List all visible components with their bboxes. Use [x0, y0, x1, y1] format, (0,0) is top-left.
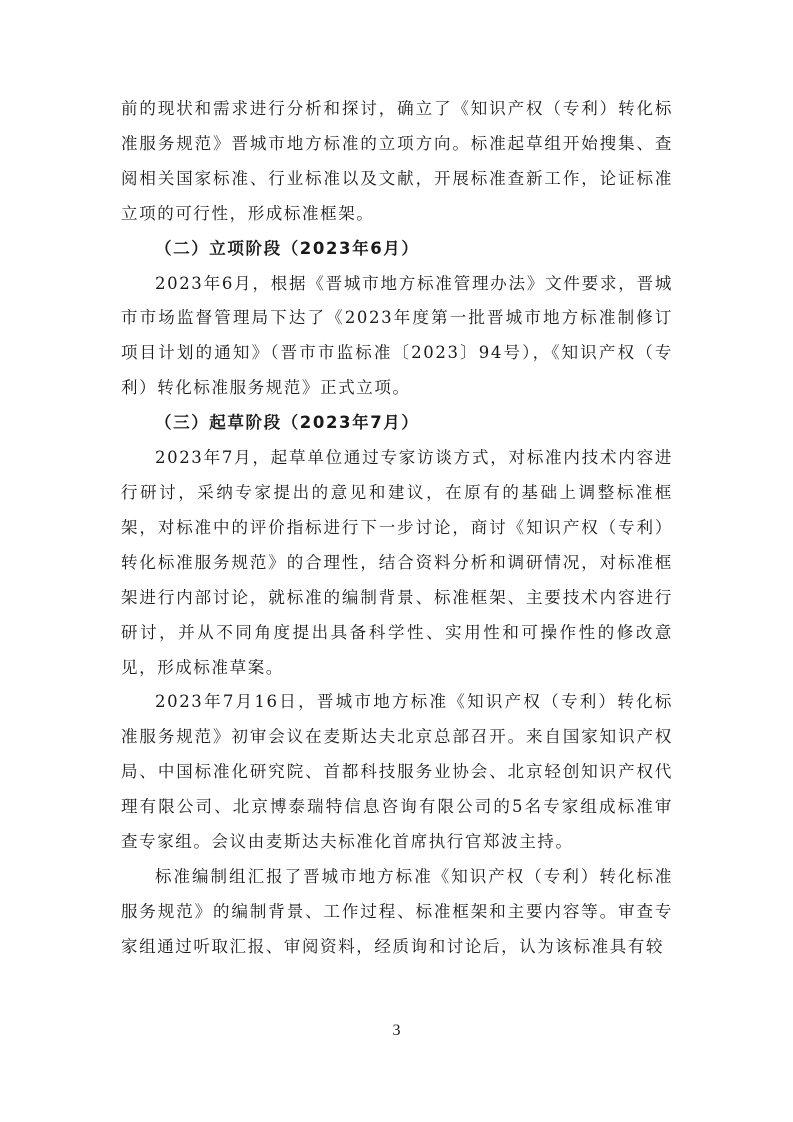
section-heading-drafting: （三）起草阶段（2023年7月） — [155, 413, 420, 433]
section-heading-project-approval: （二）立项阶段（2023年6月） — [155, 238, 420, 258]
paragraph-initial-review-meeting: 2023年7月16日，晋城市地方标准《知识产权（专利）转化标准服务规范》初审会议在麦斯达夫北京总部召开。来自国家知识产权局、中国标准化研究院、首都科技服务业协会、北京轻创知识产权代理有限公司、北京博泰瑞特信息咨询有限公司的5名专家组成标准审查专家组。会议由麦斯达夫标准化首席执行官郑波主持。 — [121, 692, 673, 852]
paragraph-background-continuation: 前的现状和需求进行分析和探讨，确立了《知识产权（专利）转化标准服务规范》晋城市地方标准的立项方向。标准起草组开始搜集、查阅相关国家标准、行业标准以及文献，开展标准查新工作，论证标准立项的可行性，形成标准框架。 — [121, 99, 673, 223]
page-number: 3 — [392, 1022, 401, 1039]
paragraph-review-report: 标准编制组汇报了晋城市地方标准《知识产权（专利）转化标准服务规范》的编制背景、工作过程、标准框架和主要内容等。审查专家组通过听取汇报、审阅资料，经质询和讨论后，认为该标准具有较 — [121, 866, 673, 956]
page-body — [121, 92, 673, 965]
paragraph-project-approval: 2023年6月，根据《晋城市地方标准管理办法》文件要求，晋城市市场监督管理局下达了《2023年度第一批晋城市地方标准制修订项目计划的通知》（晋市市监标准〔2023〕94号），《知识产权（专利）转化标准服务规范》正式立项。 — [121, 273, 673, 398]
paragraph-drafting-july: 2023年7月，起草单位通过专家访谈方式，对标准内技术内容进行研讨，采纳专家提出的意见和建议，在原有的基础上调整标准框架，对标准中的评价指标进行下一步讨论，商讨《知识产权（专利）转化标准服务规范》的合理性，结合资料分析和调研情况，对标准框架进行内部讨论，就标准的编制背景、标准框架、主要技术内容进行研讨，并从不同角度提出具备科学性、实用性和可操作性的修改意见，形成标准草案。 — [121, 448, 673, 677]
